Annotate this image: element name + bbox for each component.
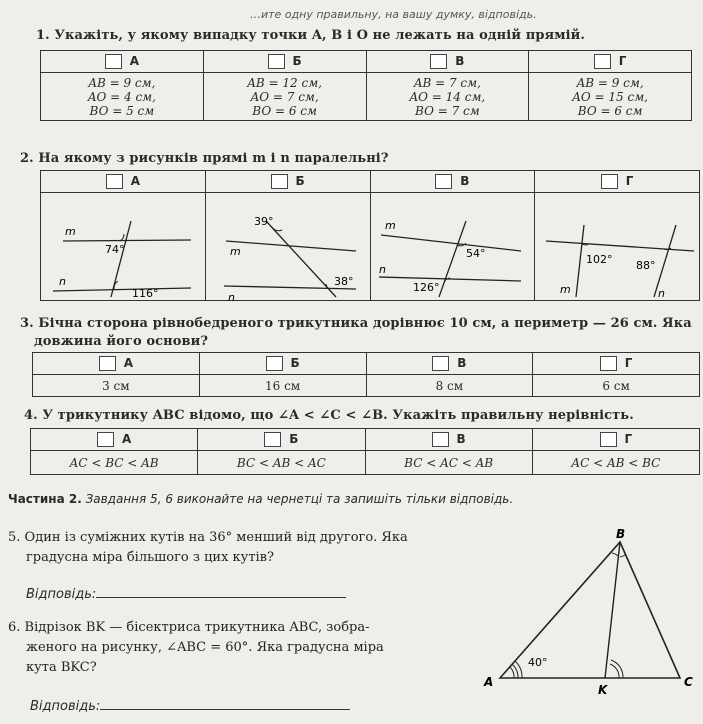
vertex-a-label: A [484,675,494,689]
checkbox[interactable] [594,54,611,69]
q1-answer-table [40,50,692,121]
angle-label: 54° [465,247,486,260]
question-4: 4. У трикутнику ABC відомо, що ∠A < ∠C < ∠B. Укажіть правильну нерівність. [24,408,634,423]
angle-label: 116° [132,287,159,300]
q2-figure-v [370,193,535,301]
q3-option-a[interactable]: А [33,353,200,375]
checkbox[interactable] [432,356,449,371]
q4-answer-table [30,428,700,475]
q2-diagram-g [536,193,699,300]
q3-value-v: 8 см [366,375,533,397]
q2-figure-g [535,193,700,301]
q3-answer-table [32,352,700,397]
angle-label: 88° [635,259,656,272]
angle-label: 74° [105,243,125,256]
q1-option-a[interactable]: А [41,51,204,73]
vertex-c-label: C [684,675,693,689]
line-label: m [65,225,77,238]
q2-option-b[interactable]: Б [205,171,370,193]
q2-diagram-a [41,193,204,300]
angle-label: 39° [254,215,274,228]
angle-label: 102° [585,253,613,266]
q3-option-b[interactable]: Б [199,353,366,375]
q3-value-g: 6 см [533,375,700,397]
checkbox[interactable] [600,356,617,371]
checkbox[interactable] [600,432,617,447]
q2-option-g[interactable]: Г [535,171,700,193]
q3-value-b: 16 см [199,375,366,397]
checkbox[interactable] [601,174,618,189]
q2-diagram-v [371,193,534,297]
q5-answer-field[interactable]: Відповідь: [26,583,346,602]
angle-label: 38° [334,275,354,288]
q2-answer-table [40,170,700,304]
line-label: m [559,283,571,296]
q1-option-v[interactable]: В [366,51,529,73]
question-5: 5. Один із суміжних кутів на 36° менший від другого. Яка градусна міра більшого з цих кутів? [8,530,408,565]
q2-figure-a [41,193,206,301]
checkbox[interactable] [435,174,452,189]
line-label: n [59,275,67,288]
q2-option-v[interactable]: В [370,171,535,193]
checkbox[interactable] [99,356,116,371]
angle-label: 126° [412,281,440,294]
checkbox[interactable] [432,432,449,447]
line-label: n [378,263,386,276]
question-6: 6. Відрізок BK — бісектриса трикутника ABC, зобра- женого на рисунку, ∠ABC = 60°. Яка градусна міра кута BKC? [8,620,384,675]
checkbox[interactable] [266,356,283,371]
line-label: n [657,287,665,300]
q4-value-b: BC < AB < AC [198,451,365,475]
question-3: 3. Бічна сторона рівнобедреного трикутника дорівнює 10 см, а периметр — 26 см. Яка [20,316,692,331]
q2-diagram-b [206,193,369,304]
q1-option-b[interactable]: Б [203,51,366,73]
q4-value-v: BC < AC < AB [365,451,532,475]
q6-answer-field[interactable]: Відповідь: [30,695,350,714]
checkbox[interactable] [271,174,288,189]
q1-values-b: AB = 12 см, AO = 7 см, BO = 6 см [203,73,366,121]
q1-values-v: AB = 7 см, AO = 14 см, BO = 7 см [366,73,529,121]
question-2: 2. На якому з рисунків прямі m і n паралельні? [20,151,389,166]
triangle-abc-figure [470,528,700,703]
q4-value-g: AC < AB < BC [532,451,699,475]
checkbox[interactable] [97,432,114,447]
checkbox[interactable] [430,54,447,69]
q4-option-b[interactable]: Б [198,429,365,451]
checkbox[interactable] [105,54,122,69]
q3-option-v[interactable]: В [366,353,533,375]
q3-value-a: 3 см [33,375,200,397]
angle-40-label: 40° [528,656,548,669]
checkbox[interactable] [106,174,123,189]
line-label: m [230,245,241,258]
question-3-cont: довжина його основи? [34,334,209,349]
q2-option-a[interactable]: А [41,171,206,193]
part-2-heading: Частина 2. Завдання 5, 6 виконайте на чернетці та запишіть тільки відповідь. [8,492,514,506]
line-label: n [228,291,236,304]
point-k-label: K [598,683,608,697]
top-instruction: …ите одну правильну, на вашу думку, відповідь. [250,8,537,21]
q2-figure-b [205,193,370,304]
q3-option-g[interactable]: Г [533,353,700,375]
q4-option-v[interactable]: В [365,429,532,451]
checkbox[interactable] [268,54,285,69]
q4-option-g[interactable]: Г [532,429,699,451]
vertex-b-label: B [616,527,626,541]
q4-option-a[interactable]: А [31,429,198,451]
checkbox[interactable] [264,432,281,447]
line-label: m [384,219,396,232]
q4-value-a: AC < BC < AB [31,451,198,475]
q1-values-a: AB = 9 см, AO = 4 см, BO = 5 см [41,73,204,121]
question-1: 1. Укажіть, у якому випадку точки A, B і O не лежать на одній прямій. [36,28,586,43]
q1-values-g: AB = 9 см, AO = 15 см, BO = 6 см [529,73,692,121]
q1-option-g[interactable]: Г [529,51,692,73]
